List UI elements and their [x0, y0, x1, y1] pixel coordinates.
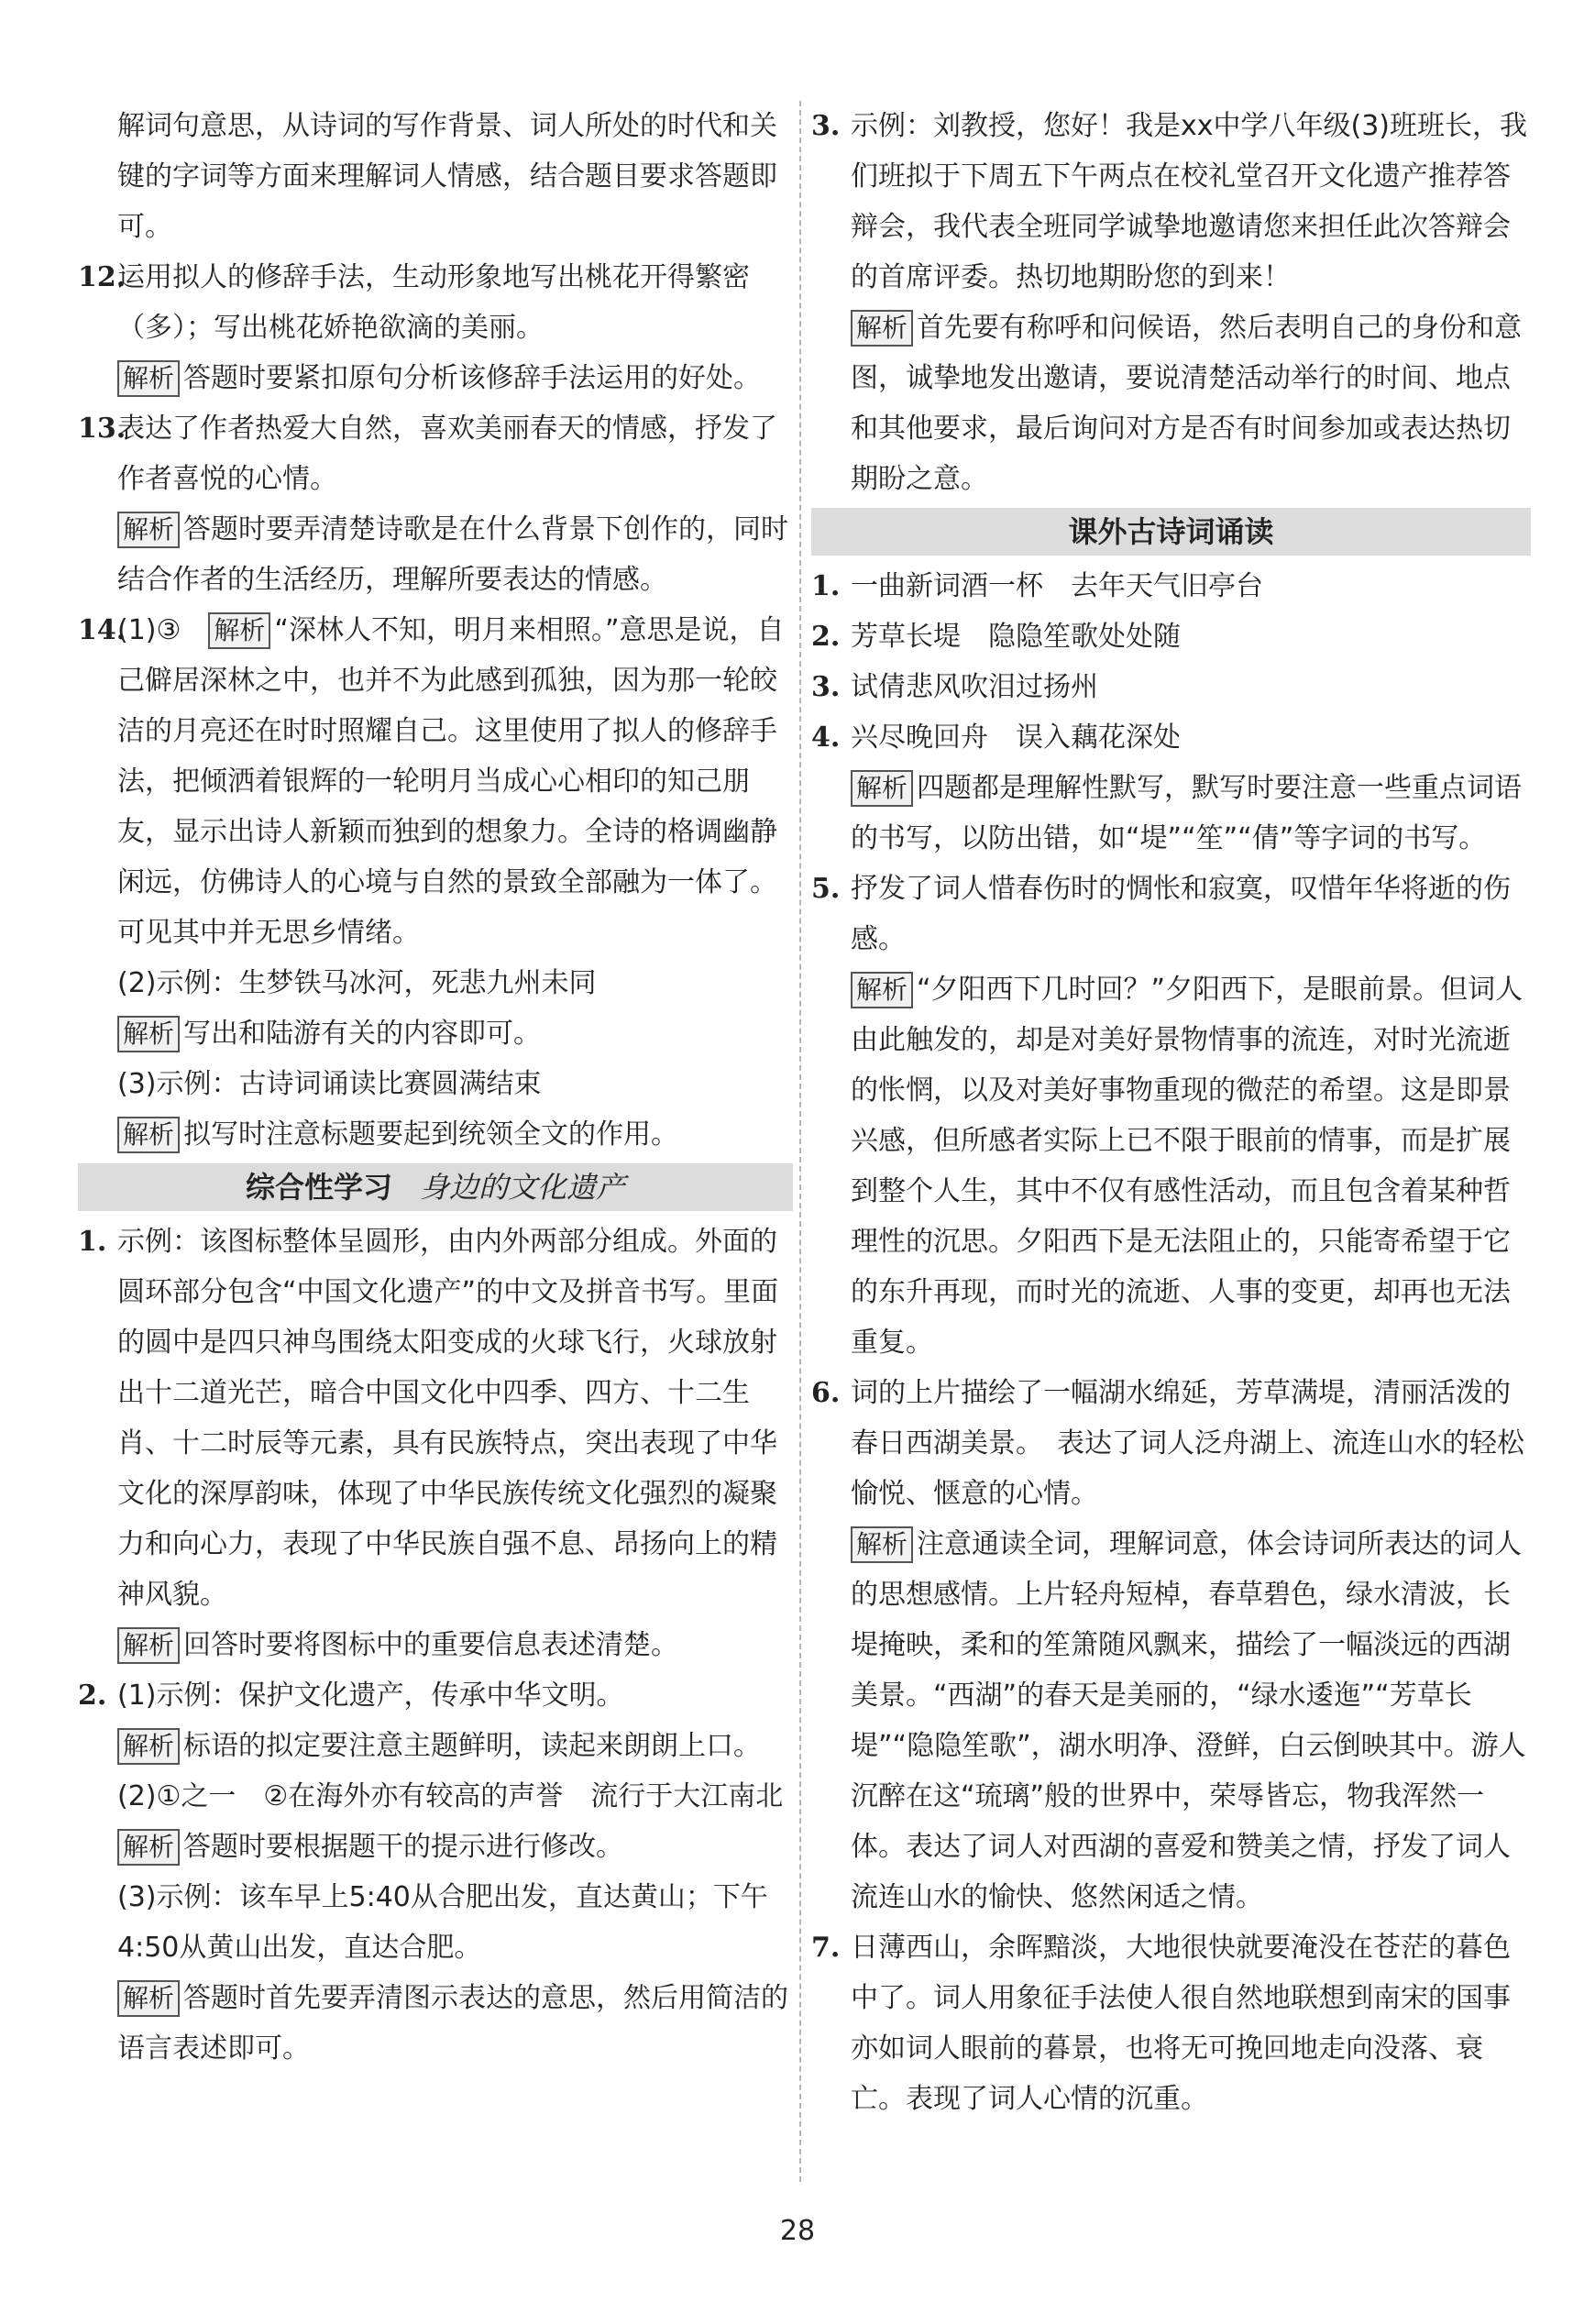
analysis-text: 写出和陆游有关的内容即可。 — [183, 1018, 542, 1050]
answer-part-1: (1)③ — [117, 614, 182, 646]
answer-text: 词的上片描绘了一幅湖水绵延，芳草满堤，清丽活泼的春日西湖美景。 表达了词人泛舟湖上、流连山水的轻松愉悦、惬意的心情。 — [851, 1377, 1524, 1510]
answer-text: 运用拟人的修辞手法，生动形象地写出桃花开得繁密（多）；写出桃花娇艳欲滴的美丽。 — [117, 261, 750, 344]
page-number: 28 — [779, 2215, 816, 2247]
answer-part-3: (3)示例：该车早上5:40从合肥出发，直达黄山；下午4:50从黄山出发，直达合肥。 — [117, 1881, 768, 1964]
poetry-question-2 — [811, 611, 1531, 662]
poetry-question-4 — [811, 712, 1531, 864]
analysis-tag: 解析 — [117, 1728, 180, 1765]
answer-part-3: (3)示例：古诗词诵读比赛圆满结束 — [117, 1068, 542, 1100]
question-number: 5. — [811, 873, 841, 905]
analysis-tag: 解析 — [851, 770, 913, 807]
question-number: 14. — [78, 614, 126, 646]
analysis-tag: 解析 — [117, 360, 180, 397]
answer-text: 芳草长堤 隐隐笙歌处处随 — [851, 621, 1181, 653]
answer-text: 一曲新词酒一杯 去年天气旧亭台 — [851, 570, 1263, 602]
question-number: 3. — [811, 110, 841, 142]
answer-text: 抒发了词人惜春伤时的惆怅和寂寞，叹惜年华将逝的伤感。 — [851, 873, 1511, 955]
question-number: 2. — [811, 621, 841, 653]
poetry-question-7 — [811, 1922, 1531, 2124]
answer-text: 示例：刘教授，您好！我是xx中学八年级(3)班班长，我们班拟于下周五下午两点在校礼堂召开文化遗产推荐答辩会，我代表全班同学诚挚地邀请您来担任此次答辩会的首席评委。热切地期盼您的到来！ — [851, 110, 1528, 293]
question-number: 6. — [811, 1377, 841, 1409]
analysis-text: 拟写时注意标题要起到统领全文的作用。 — [183, 1118, 679, 1151]
question-number: 1. — [78, 1226, 107, 1258]
heritage-question-3 — [811, 101, 1531, 504]
section-subtitle: 身边的文化遗产 — [420, 1170, 626, 1205]
question-12 — [78, 252, 793, 403]
analysis-text: 答题时要紧扣原句分析该修辞手法运用的好处。 — [183, 362, 762, 394]
analysis-tag: 解析 — [117, 1829, 180, 1866]
poetry-question-3 — [811, 662, 1531, 712]
answer-part-2: (2)①之一 ②在海外亦有较高的声誉 流行于大江南北 — [117, 1780, 784, 1812]
question-number: 2. — [78, 1680, 107, 1712]
analysis-tag: 解析 — [117, 1627, 180, 1664]
analysis-tag: 解析 — [117, 1016, 180, 1052]
question-number: 3. — [811, 671, 841, 703]
analysis-tag: 解析 — [117, 512, 180, 548]
answer-text: 示例：该图标整体呈圆形，由内外两部分组成。外面的圆环部分包含“中国文化遗产”的中文及拼音书写。里面的圆中是四只神鸟围绕太阳变成的火球飞行，火球放射出十二道光芒，暗合中国文化中四季、四方、十二生肖、十二时辰等元素，具有民族特点，突出表现了中华文化的深厚韵味，体现了中华民族传统文化强烈的凝聚力和向心力，表现了中华民族自强不息、昂扬向上的精神风貌。 — [117, 1226, 779, 1611]
column-divider — [799, 101, 801, 2182]
question-number: 13. — [78, 413, 126, 445]
analysis-text: 首先要有称呼和问候语，然后表明自己的身份和意图，诚挚地发出邀请，要说清楚活动举行的时间、地点和其他要求，最后询问对方是否有时间参加或表达热切期盼之意。 — [851, 312, 1523, 495]
question-number: 1. — [811, 570, 841, 602]
analysis-tag: 解析 — [208, 612, 270, 649]
answer-part-1: (1)示例：保护文化遗产，传承中华文明。 — [117, 1680, 624, 1712]
poetry-question-6 — [811, 1368, 1531, 1922]
heritage-question-1 — [78, 1217, 793, 1670]
right-column — [811, 101, 1531, 2124]
answer-text: 兴尽晚回舟 误入藕花深处 — [851, 721, 1181, 754]
answer-text: 日薄西山，余晖黯淡，大地很快就要淹没在苍茫的暮色中了。词人用象征手法使人很自然地联想到南宋的国事亦如词人眼前的暮景，也将无可挽回地走向没落、衰亡。表现了词人心情的沉重。 — [851, 1932, 1511, 2115]
answer-text: 表达了作者热爱大自然，喜欢美丽春天的情感，抒发了作者喜悦的心情。 — [117, 413, 777, 495]
section-title: 课外古诗词诵读 — [1068, 514, 1274, 549]
analysis-text: 标语的拟定要注意主题鲜明，读起来朗朗上口。 — [183, 1730, 762, 1762]
analysis-text: 答题时要弄清楚诗歌是在什么背景下创作的，同时结合作者的生活经历，理解所要表达的情感。 — [117, 513, 789, 596]
poetry-question-1 — [811, 561, 1531, 611]
question-number: 12. — [78, 261, 126, 293]
section-banner-heritage — [78, 1163, 793, 1211]
question-number: 4. — [811, 721, 841, 754]
analysis-text: 答题时要根据题干的提示进行修改。 — [183, 1831, 624, 1863]
answer-part-2: (2)示例：生梦铁马冰河，死悲九州未同 — [117, 967, 597, 999]
analysis-text: 答题时首先要弄清图示表达的意思，然后用简洁的语言表述即可。 — [117, 1982, 789, 2065]
analysis-tag: 解析 — [117, 1980, 180, 2017]
analysis-text: “夕阳西下几时回？”夕阳西下，是眼前景。但词人由此触发的，却是对美好景物情事的流连，对时光流逝的怅惘，以及对美好事物重现的微茫的希望。这是即景兴感，但所感者实际上已不限于眼前的情事，而是扩展到整个人生，其中不仅有感性活动，而且包含着某种哲理性的沉思。夕阳西下是无法阻止的，只能寄希望于它的东升再现，而时光的流逝、人事的变更，却再也无法重复。 — [851, 974, 1524, 1359]
question-number: 7. — [811, 1932, 841, 1964]
intro-text: 解词句意思，从诗词的写作背景、词人所处的时代和关键的字词等方面来理解词人情感，结合题目要求答题即可。 — [117, 110, 777, 243]
answer-text: 试倩悲风吹泪过扬州 — [851, 671, 1098, 703]
question-13 — [78, 403, 793, 605]
section-title: 综合性学习 — [245, 1170, 392, 1205]
analysis-tag: 解析 — [851, 1526, 913, 1563]
analysis-text: 注意通读全词，理解词意，体会诗词所表达的词人的思想感情。上片轻舟短棹，春草碧色，绿水清波，长堤掩映，柔和的笙箫随风飘来，描绘了一幅淡远的西湖美景。“西湖”的春天是美丽的，“绿水逶迤”“芳草长堤”“隐隐笙歌”，湖水明净、澄鲜，白云倒映其中。游人沉醉在这“琉璃”般的世界中，荣辱皆忘，物我浑然一体。表达了词人对西湖的喜爱和赞美之情，抒发了词人流连山水的愉快、悠然闲适之情。 — [851, 1528, 1526, 1913]
analysis-text: “深林人不知，明月来相照。”意思是说，自己僻居深林之中，也并不为此感到孤独，因为那一轮皎洁的月亮还在时时照耀自己。这里使用了拟人的修辞手法，把倾洒着银辉的一轮明月当成心心相印的知己朋友，显示出诗人新颖而独到的想象力。全诗的格调幽静闲远，仿佛诗人的心境与自然的景致全部融为一体了。可见其中并无思乡情绪。 — [117, 614, 785, 949]
section-banner-poetry — [811, 508, 1531, 556]
poetry-question-5 — [811, 864, 1531, 1368]
analysis-tag: 解析 — [117, 1117, 180, 1153]
analysis-tag: 解析 — [851, 972, 913, 1008]
analysis-tag: 解析 — [851, 310, 913, 347]
analysis-text: 回答时要将图标中的重要信息表述清楚。 — [183, 1629, 679, 1661]
question-14 — [78, 605, 793, 1160]
left-column — [78, 101, 793, 2074]
heritage-question-2 — [78, 1670, 793, 2074]
analysis-text: 四题都是理解性默写，默写时要注意一些重点词语的书写，以防出错，如“堤”“笙”“倩”等字词的书写。 — [851, 772, 1523, 854]
